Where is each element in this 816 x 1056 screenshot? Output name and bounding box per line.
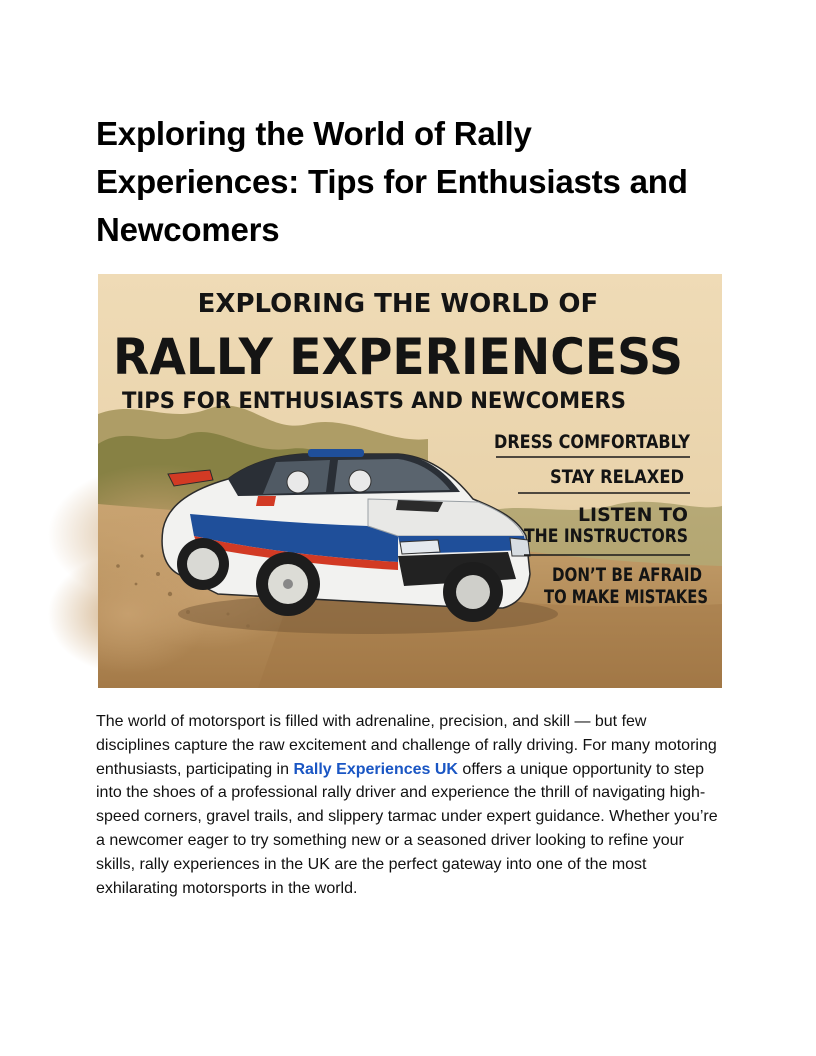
poster-heading-line1: EXPLORING THE WORLD OF xyxy=(197,289,599,319)
tip-mistakes-line2: TO MAKE MISTAKES xyxy=(544,586,708,608)
rally-poster-illustration xyxy=(98,274,722,688)
rally-experiences-uk-link[interactable]: Rally Experiences UK xyxy=(293,760,458,778)
article-paragraph xyxy=(96,710,722,900)
paragraph-text-before-link: The world of motorsport is filled with adrenaline, precision, and skill — but few disciplines capture the raw excitement and challenge of rally driving. For many motoring enthusiasts, participating in xyxy=(96,713,717,778)
poster-heading-line3: TIPS FOR ENTHUSIASTS AND NEWCOMERS xyxy=(122,389,626,414)
paragraph-text-after-link: offers a unique opportunity to step into the shoes of a professional rally driver and experience the thrill of navigating high-speed corners, gravel trails, and slippery tarmac under expert guidance. Whether you’re a newcomer eager to try something new or a seasoned driver looking to refine your skills, rally experiences in the UK are the perfect gateway into one of the most exhilarating motorsports in the world. xyxy=(96,760,718,897)
tip-listen-line2: THE INSTRUCTORS xyxy=(524,525,688,547)
tip-dress-comfortably: DRESS COMFORTABLY xyxy=(494,431,691,453)
article-title: Exploring the World of Rally Experiences: Tips for Enthusiasts and Newcomers xyxy=(96,115,688,248)
tip-stay-relaxed: STAY RELAXED xyxy=(550,466,684,488)
tip-mistakes-line1: DON’T BE AFRAID xyxy=(552,564,702,586)
tip-listen-line1: LISTEN TO xyxy=(578,504,688,526)
poster-heading-line2: RALLY EXPERIENCESS xyxy=(113,328,683,386)
hero-image xyxy=(98,274,722,688)
